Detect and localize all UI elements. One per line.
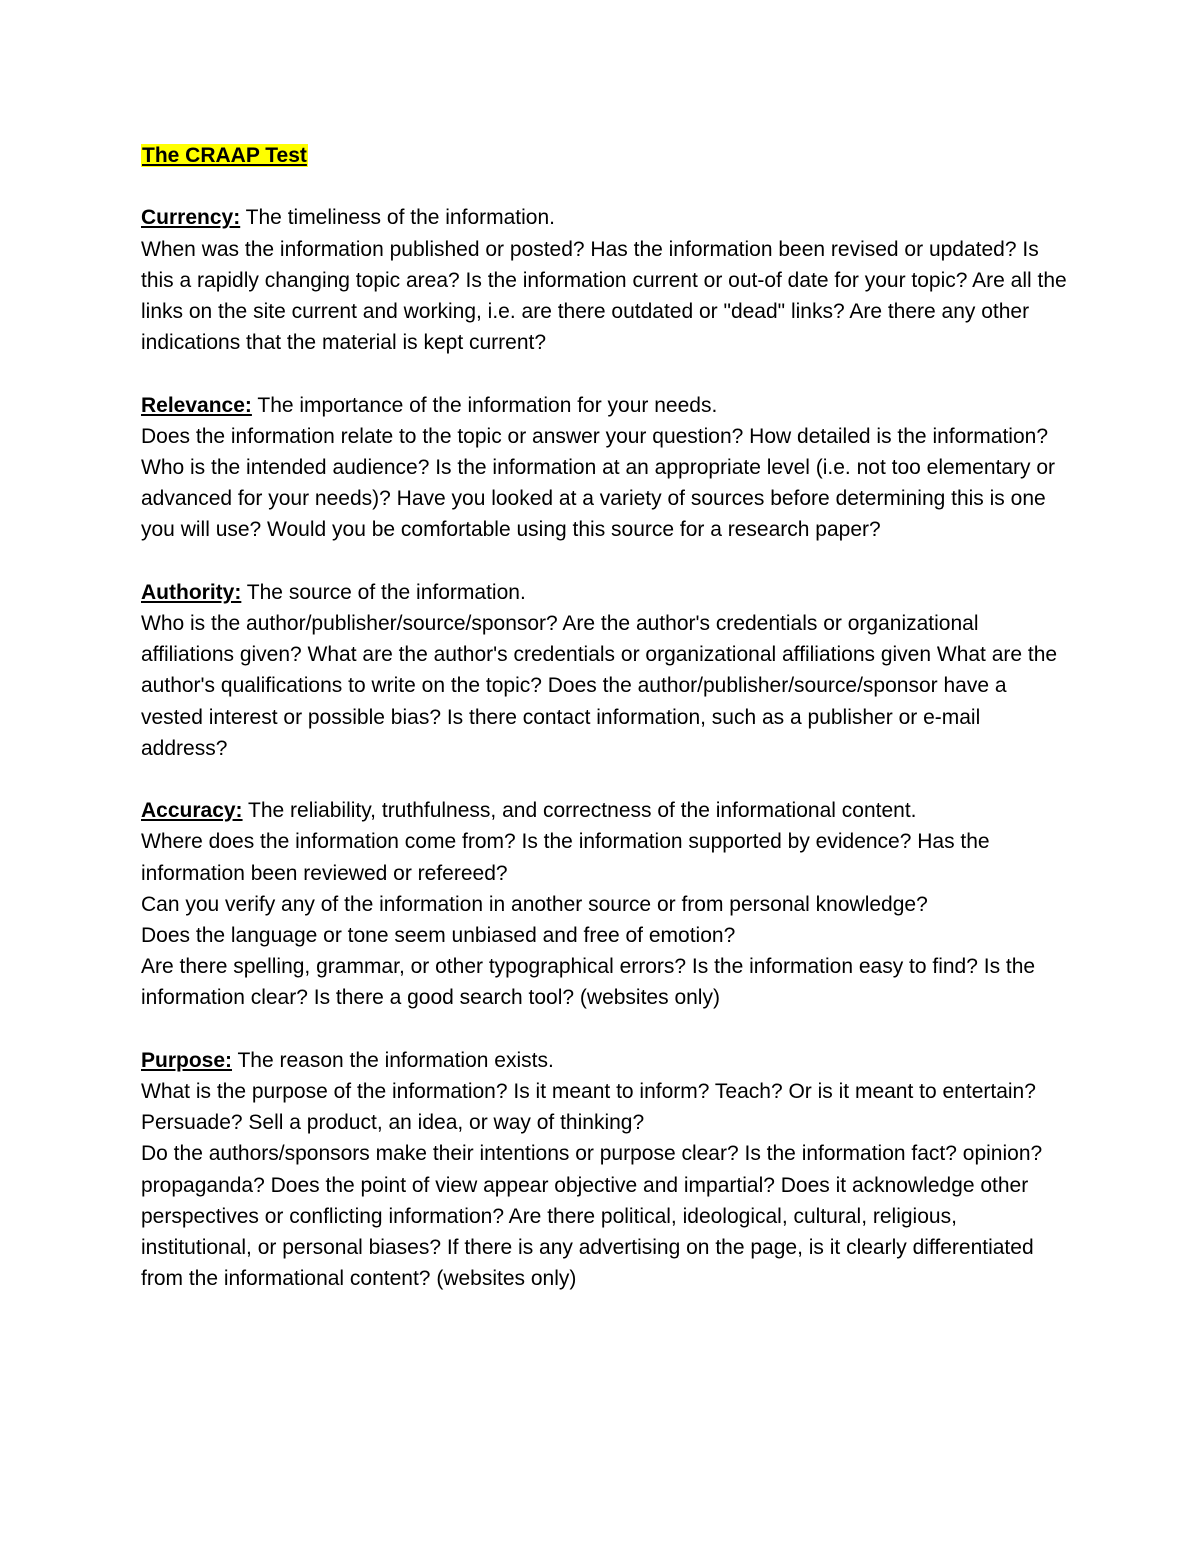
section-intro [141, 390, 1071, 421]
section-paragraph: Does the language or tone seem unbiased and free of emotion? [141, 924, 736, 947]
document-body [141, 140, 1071, 1294]
section-paragraph: What is the purpose of the information? Is it meant to inform? Teach? Or is it meant to entertain? Persuade? Sell a product, an idea, or way of thinking? [141, 1080, 1036, 1135]
section-heading: Accuracy: [141, 799, 243, 823]
spacer [141, 546, 1071, 577]
section-intro [141, 202, 1071, 233]
section-paragraph: Are there spelling, grammar, or other typographical errors? Is the information easy to find? Is the information clear? Is there a good search tool? (websites only) [141, 955, 1036, 1010]
section-definition: The reason the information exists. [237, 1048, 554, 1072]
section-intro [141, 1045, 1071, 1076]
section-paragraph: Does the information relate to the topic or answer your question? How detailed is the information? Who is the intended audience? Is the information at an appropriate level (i.e. not too elementary or advanced for your needs)? Have you looked at a variety of sources before determining this is one you will use? Would you be comfortable using this source for a research paper? [141, 424, 1056, 542]
section-definition: The reliability, truthfulness, and correctness of the informational content. [248, 799, 917, 823]
section-heading: Purpose: [141, 1048, 233, 1072]
section-definition: The timeliness of the information. [245, 206, 555, 230]
document-title: The CRAAP Test [142, 144, 307, 167]
section-definition: The source of the information. [246, 580, 526, 604]
spacer [141, 171, 1071, 202]
section-relevance [141, 390, 1071, 546]
section-authority [141, 577, 1071, 764]
section-heading: Authority: [141, 580, 242, 604]
spacer [141, 1014, 1071, 1045]
spacer [141, 764, 1071, 795]
section-paragraph: When was the information published or posted? Has the information been revised or updated? Is this a rapidly changing topic area? Is the information current or out-of date for your topic? Are all the links on the site current and working, i.e. are there outdated or "dead" links? Are there any other indications that the material is kept current? [141, 237, 1067, 355]
section-intro [141, 795, 1071, 826]
section-currency [141, 202, 1071, 358]
section-paragraph: Do the authors/sponsors make their intentions or purpose clear? Is the information fact? opinion? propaganda? Does the point of view appear objective and impartial? Does it acknowledge other perspectives or conflicting information? Are there political, ideological, cultural, religious, institutional, or personal biases? If there is any advertising on the page, is it clearly differentiated from the informational content? (websites only) [141, 1142, 1043, 1291]
spacer [141, 358, 1071, 389]
section-paragraph: Who is the author/publisher/source/sponsor? Are the author's credentials or organizational affiliations given? What are the author's credentials or organizational affiliations given What are the author's qualifications to write on the topic? Does the author/publisher/source/sponsor have a vested interest or possible bias? Is there contact information, such as a publisher or e-mail address? [141, 611, 1058, 760]
section-accuracy [141, 795, 1071, 1013]
section-purpose [141, 1045, 1071, 1295]
section-definition: The importance of the information for your needs. [257, 393, 718, 417]
title-line [141, 140, 1071, 171]
section-heading: Currency: [141, 206, 241, 230]
section-intro [141, 577, 1071, 608]
section-heading: Relevance: [141, 393, 252, 417]
section-paragraph: Can you verify any of the information in another source or from personal knowledge? [141, 892, 928, 916]
section-paragraph: Where does the information come from? Is the information supported by evidence? Has the information been reviewed or refereed? [141, 830, 990, 885]
